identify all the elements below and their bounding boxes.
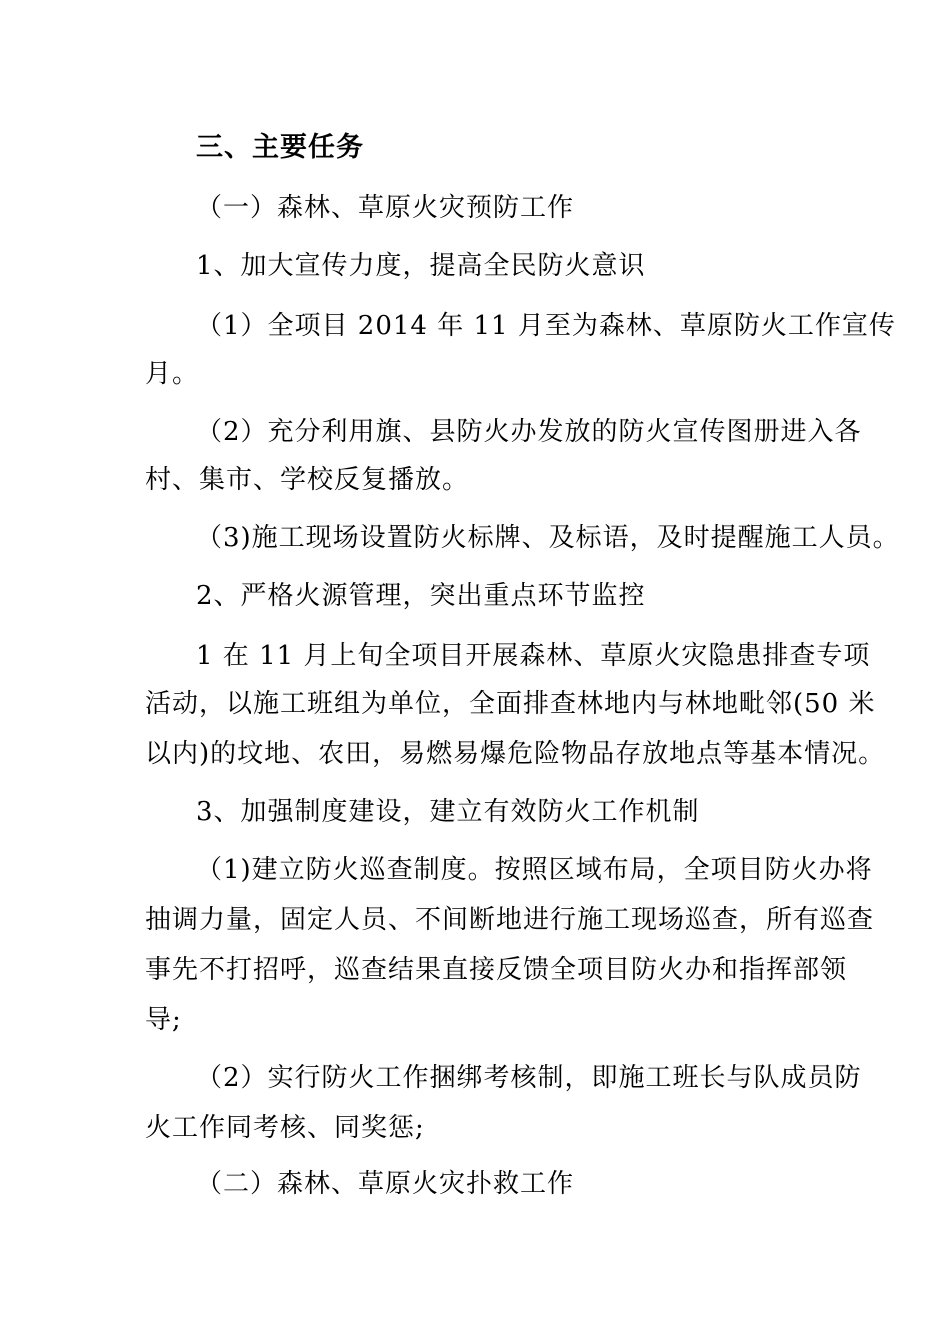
item-1-title: 1、加大宣传力度，提高全民防火意识: [196, 251, 646, 281]
item-1-paragraph-3-line-1: （3)施工现场设置防火标牌、及标语，及时提醒施工人员。: [196, 523, 900, 553]
item-3-paragraph-1-line-3: 事先不打招呼，巡查结果直接反馈全项目防火办和指挥部领: [145, 955, 848, 985]
section-heading: 三、主要任务: [196, 132, 364, 163]
item-1-paragraph-2-line-2: 村、集市、学校反复播放。: [145, 465, 470, 495]
subsection-heading-1: （一）森林、草原火灾预防工作: [196, 193, 575, 223]
item-3-paragraph-1-line-4: 导;: [145, 1005, 182, 1035]
item-1-paragraph-1-line-2: 月。: [145, 359, 200, 389]
item-3-paragraph-2-line-1: （2）实行防火工作捆绑考核制，即施工班长与队成员防: [196, 1063, 862, 1093]
item-2-paragraph-1-line-3: 以内)的坟地、农田，易燃易爆危险物品存放地点等基本情况。: [145, 739, 886, 769]
item-3-paragraph-2-line-2: 火工作同考核、同奖惩;: [145, 1113, 425, 1143]
item-2-title: 2、严格火源管理，突出重点环节监控: [196, 581, 646, 611]
item-2-paragraph-1-line-2: 活动，以施工班组为单位，全面排查林地内与林地毗邻(50 米: [145, 689, 876, 719]
item-1-paragraph-2-line-1: （2）充分利用旗、县防火办发放的防火宣传图册进入各: [196, 417, 862, 447]
item-3-title: 3、加强制度建设，建立有效防火工作机制: [196, 797, 700, 827]
item-1-paragraph-1-line-1: （1）全项目 2014 年 11 月至为森林、草原防火工作宣传: [196, 311, 896, 341]
item-2-paragraph-1-line-1: 1 在 11 月上旬全项目开展森林、草原火灾隐患排查专项: [196, 641, 871, 671]
item-3-paragraph-1-line-1: （1)建立防火巡查制度。按照区域布局，全项目防火办将: [196, 855, 873, 885]
subsection-heading-2: （二）森林、草原火灾扑救工作: [196, 1169, 575, 1199]
item-3-paragraph-1-line-2: 抽调力量，固定人员、不间断地进行施工现场巡查，所有巡查: [145, 905, 875, 935]
